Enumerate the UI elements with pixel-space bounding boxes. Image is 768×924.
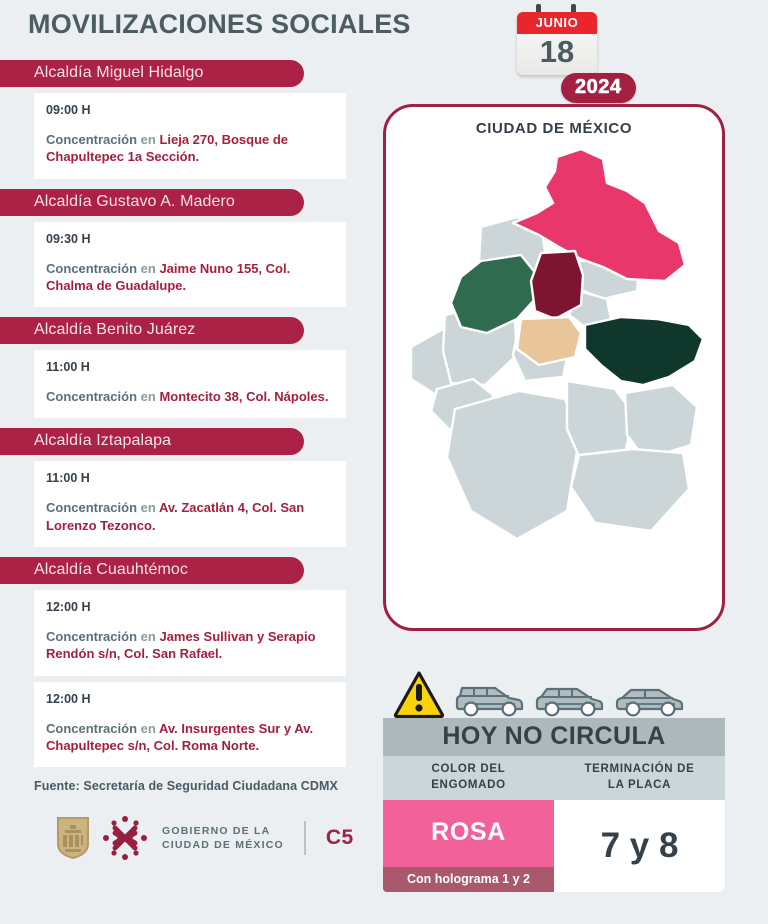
map-region-cuauhtemoc bbox=[531, 251, 583, 319]
gobierno-line1: GOBIERNO DE LA bbox=[162, 824, 271, 837]
hnc-plate-endings: 7 y 8 bbox=[554, 800, 725, 892]
calendar-widget bbox=[517, 6, 597, 75]
event-time: 12:00 H bbox=[46, 691, 91, 706]
map-region-milpa-alta bbox=[571, 449, 689, 531]
event-time: 09:00 H bbox=[46, 103, 91, 117]
footer-logos bbox=[56, 815, 360, 861]
hnc-col-header-plate bbox=[554, 756, 725, 800]
hnc-col-header-color bbox=[383, 756, 554, 800]
hnc-col-header-plate-line2: LA PLACA bbox=[607, 778, 672, 791]
alcaldia-header-bar[interactable]: Alcaldía Iztapalapa bbox=[0, 428, 304, 455]
alcaldia-header-bar[interactable]: Alcaldía Miguel Hidalgo bbox=[0, 60, 304, 87]
c5-logo-text: C5 bbox=[325, 826, 354, 850]
hnc-color-name: ROSA bbox=[431, 818, 506, 847]
event-time: 11:00 H bbox=[46, 471, 90, 486]
alcaldia-header-bar[interactable]: Alcaldía Gustavo A. Madero bbox=[0, 189, 304, 216]
event-location: Av. Zacatlán 4, Col. San Lorenzo Tezonco. bbox=[46, 500, 305, 533]
event-connector: en bbox=[140, 132, 156, 147]
hnc-col-header-color-line1: COLOR DEL bbox=[431, 763, 506, 775]
event-description bbox=[46, 388, 334, 405]
event-location: Lieja 270, Bosque de Chapultepec 1a Sección. bbox=[46, 132, 289, 165]
calendar-year-badge: 2024 bbox=[561, 73, 636, 103]
event-card bbox=[34, 461, 346, 547]
event-location: Montecito 38, Col. Nápoles. bbox=[159, 389, 329, 405]
event-card bbox=[34, 93, 346, 179]
calendar-month: JUNIO bbox=[517, 12, 597, 34]
event-description bbox=[46, 628, 334, 663]
mobilizations-list bbox=[0, 60, 360, 861]
warning-triangle-icon bbox=[393, 670, 445, 718]
event-action-label: Concentración bbox=[46, 628, 138, 644]
event-card bbox=[34, 222, 346, 308]
gobierno-logo-text bbox=[162, 824, 284, 852]
event-location: Jaime Nuno 155, Col. Chalma de Guadalupe. bbox=[46, 260, 291, 293]
alcaldia-header-bar[interactable]: Alcaldía Benito Juárez bbox=[0, 317, 304, 344]
cdmx-map-svg bbox=[389, 139, 719, 609]
event-action-label: Concentración bbox=[46, 720, 138, 736]
cdmx-shield-icon bbox=[56, 816, 90, 860]
mobilization-group bbox=[0, 317, 360, 418]
suv-car-icon bbox=[455, 678, 525, 718]
event-time: 11:00 H bbox=[46, 360, 90, 375]
map-panel bbox=[383, 104, 725, 631]
event-connector: en bbox=[140, 389, 156, 405]
event-action-label: Concentración bbox=[46, 500, 138, 516]
event-card bbox=[34, 682, 346, 768]
event-description bbox=[46, 260, 334, 295]
map-title: CIUDAD DE MÉXICO bbox=[475, 120, 633, 137]
logo-divider bbox=[304, 821, 306, 855]
mobilization-group bbox=[0, 428, 360, 547]
hnc-hologram-note: Con holograma 1 y 2 bbox=[383, 867, 554, 892]
hnc-col-header-plate-line1: TERMINACIÓN DE bbox=[584, 763, 695, 775]
event-description bbox=[46, 720, 334, 755]
hnc-col-header-color-line2: ENGOMADO bbox=[431, 778, 506, 791]
event-connector: en bbox=[140, 720, 156, 736]
event-action-label: Concentración bbox=[46, 260, 138, 276]
hnc-column-headers bbox=[383, 756, 725, 800]
calendar-day: 18 bbox=[517, 34, 597, 75]
event-connector: en bbox=[140, 260, 156, 276]
hnc-values bbox=[383, 800, 725, 892]
event-time: 12:00 H bbox=[46, 599, 91, 614]
event-time: 09:30 H bbox=[46, 231, 91, 246]
event-card bbox=[34, 350, 346, 418]
hatchback-car-icon bbox=[535, 678, 605, 718]
hnc-icon-row bbox=[383, 656, 725, 718]
page-title: MOVILIZACIONES SOCIALES bbox=[28, 9, 411, 39]
event-description bbox=[46, 499, 334, 534]
map-region-iztapalapa bbox=[585, 317, 703, 385]
event-location: James Sullivan y Serapio Rendón s/n, Col. San Rafael. bbox=[46, 628, 316, 662]
event-action-label: Concentración bbox=[46, 132, 138, 147]
mobilization-group bbox=[0, 557, 360, 767]
cdmx-knot-logo-icon bbox=[102, 815, 148, 861]
event-description bbox=[46, 131, 334, 166]
map-region-tlalpan bbox=[447, 391, 579, 539]
map-region-tlahuac bbox=[625, 385, 697, 459]
event-card bbox=[34, 590, 346, 676]
event-action-label: Concentración bbox=[46, 389, 138, 405]
gobierno-line2: CIUDAD DE MÉXICO bbox=[162, 839, 284, 852]
event-connector: en bbox=[140, 628, 156, 644]
mobilization-group bbox=[0, 60, 360, 179]
hoy-no-circula-panel bbox=[383, 656, 725, 892]
source-note: Fuente: Secretaría de Seguridad Ciudadana CDMX bbox=[34, 779, 338, 794]
event-location: Av. Insurgentes Sur y Av. Chapultepec s/n, Col. Roma Norte. bbox=[46, 720, 314, 753]
event-connector: en bbox=[140, 500, 156, 516]
hnc-title: HOY NO CIRCULA bbox=[383, 718, 725, 756]
sedan-car-icon bbox=[615, 678, 685, 718]
mobilization-group bbox=[0, 189, 360, 308]
alcaldia-header-bar[interactable]: Alcaldía Cuauhtémoc bbox=[0, 557, 304, 584]
hnc-color-cell bbox=[383, 800, 554, 892]
